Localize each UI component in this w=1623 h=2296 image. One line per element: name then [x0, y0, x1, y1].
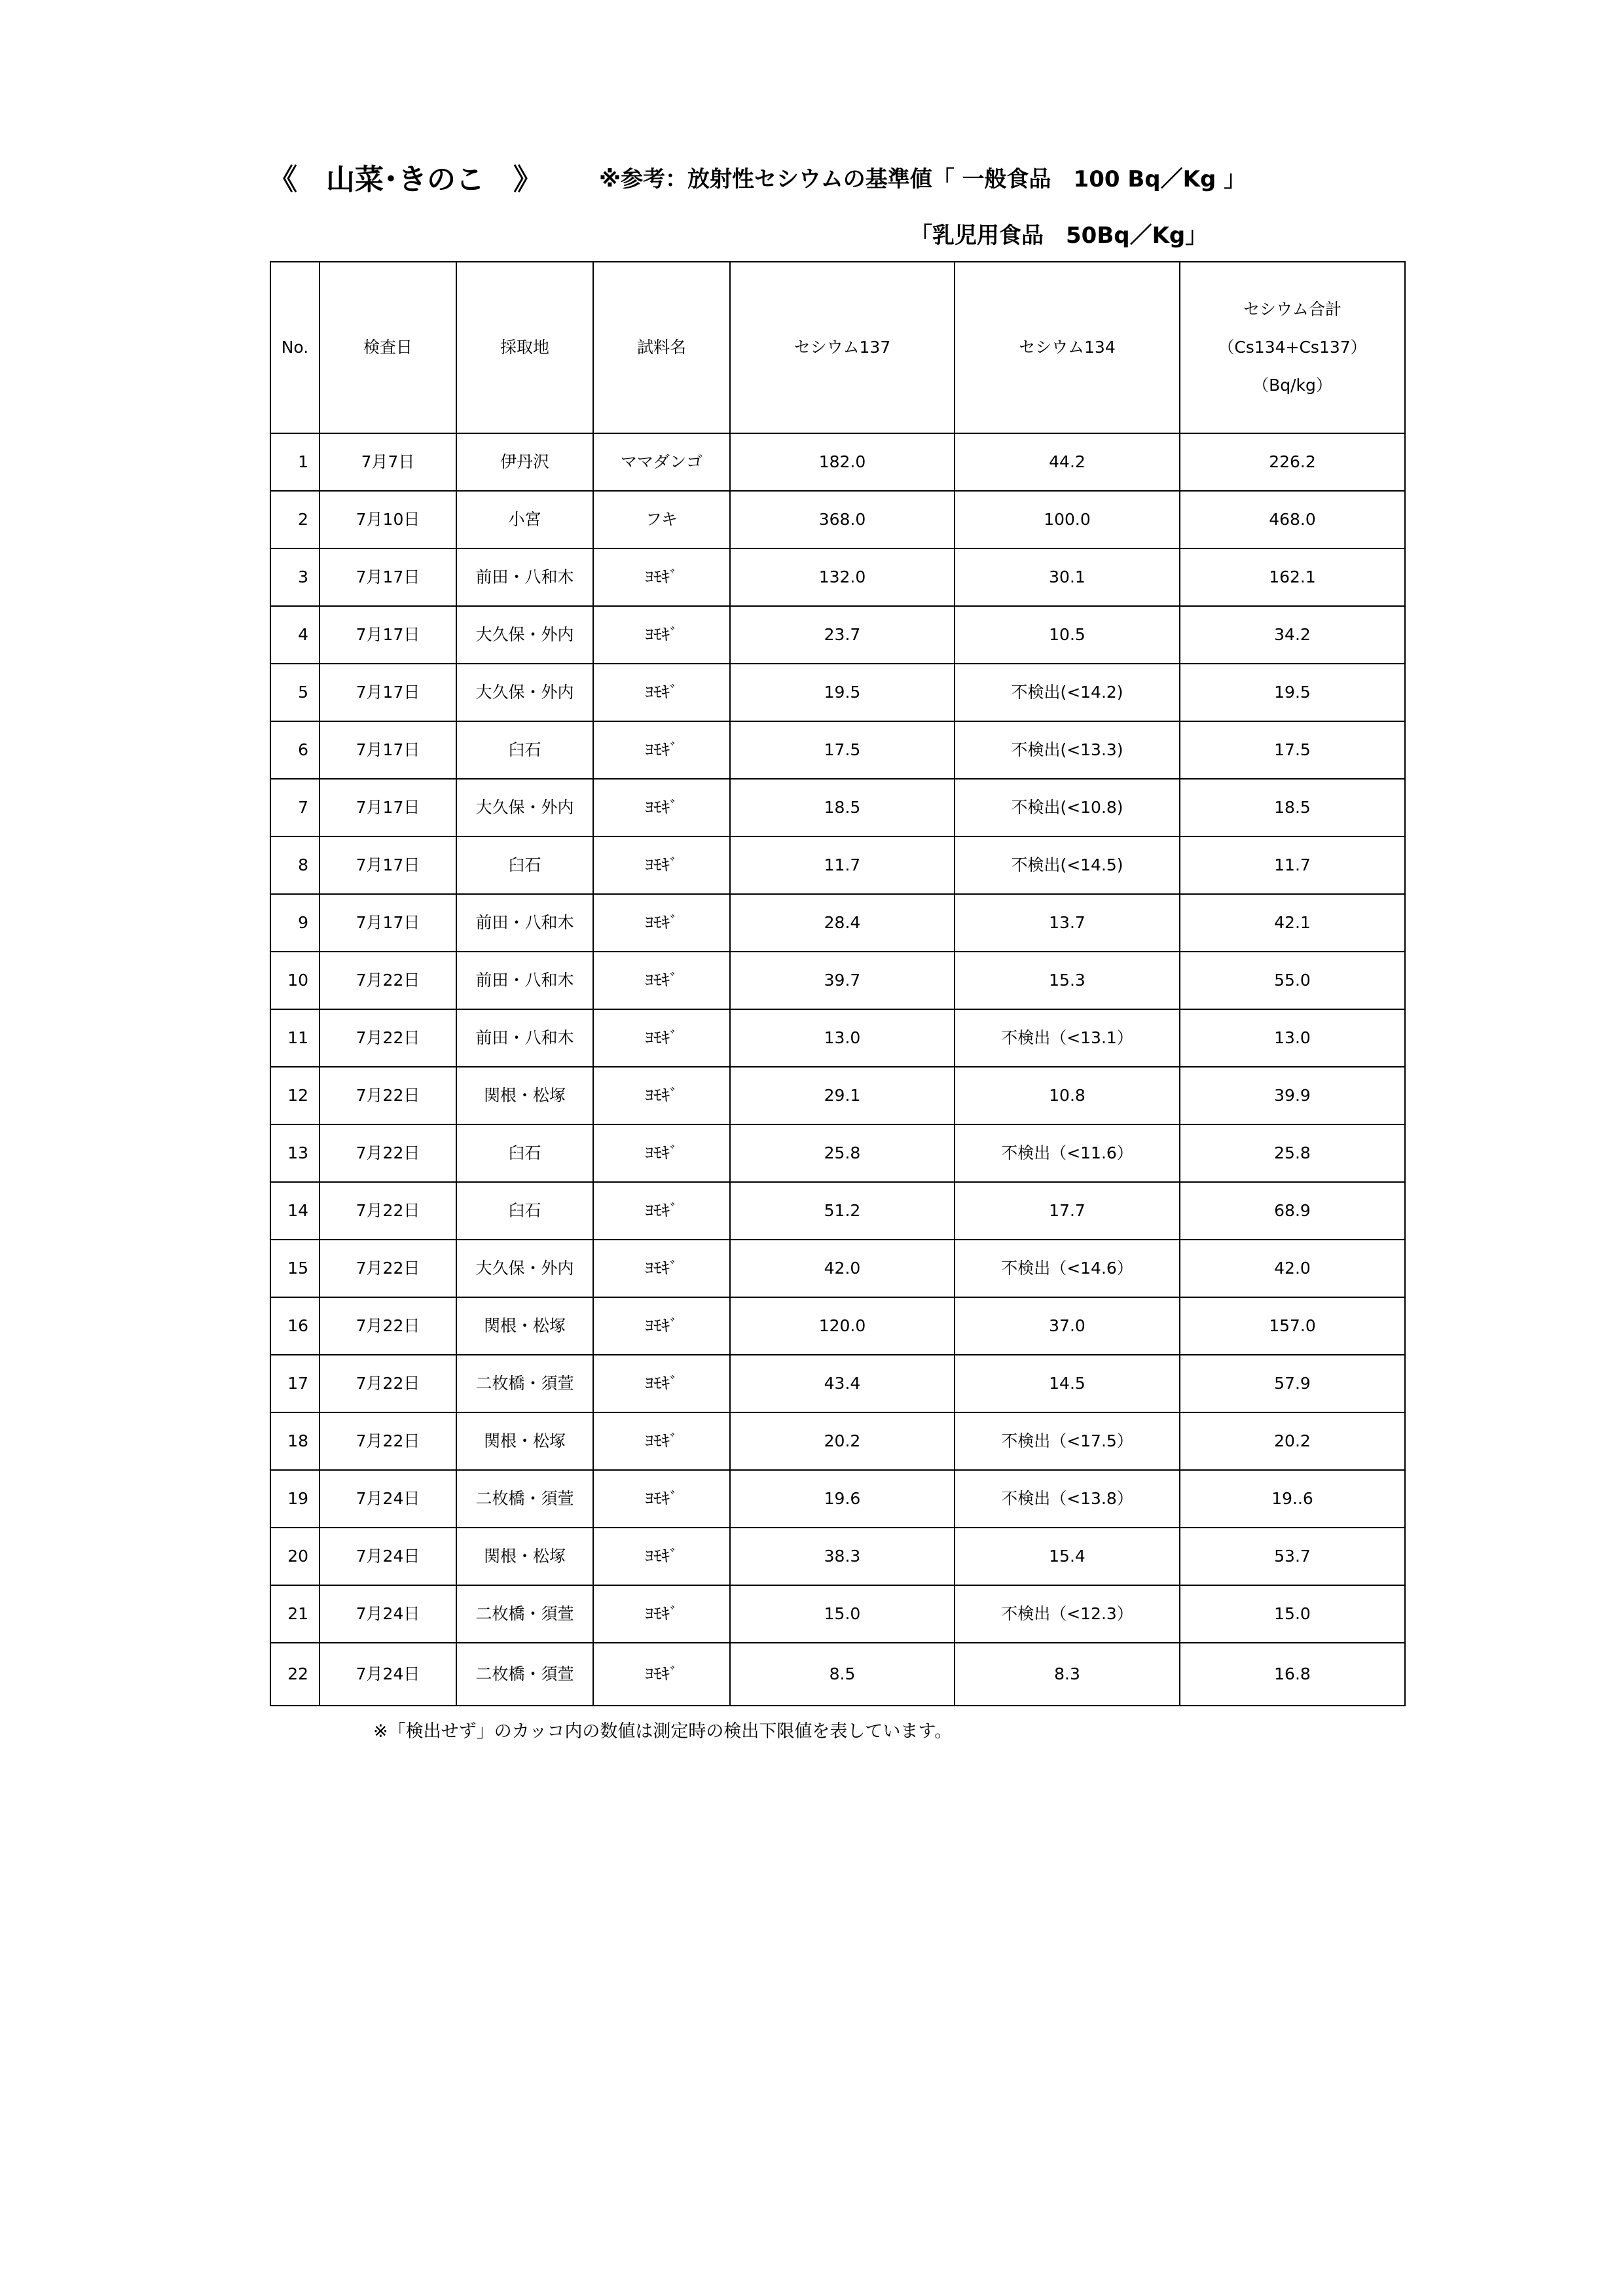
cell-location: 関根・松塚: [456, 1528, 593, 1585]
cell-cs134: 15.3: [955, 952, 1180, 1009]
cell-total: 53.7: [1180, 1528, 1405, 1585]
table-row: [270, 1528, 1405, 1585]
table-row: [270, 721, 1405, 779]
table-row: [270, 1585, 1405, 1643]
cell-total: 226.2: [1180, 433, 1405, 491]
cell-sample: ﾖﾓｷﾞ: [593, 1240, 730, 1297]
table-row: [270, 1297, 1405, 1355]
cell-location: 臼石: [456, 1182, 593, 1240]
table-body: [270, 433, 1405, 1706]
table-row: [270, 1182, 1405, 1240]
cell-date: 7月17日: [319, 664, 456, 721]
cell-total: 68.9: [1180, 1182, 1405, 1240]
cell-total: 18.5: [1180, 779, 1405, 836]
results-table: [270, 261, 1406, 1706]
reference-standard-general: ※参考：放射性セシウムの基準値「 一般食品 100 Bq／Kg 」: [599, 166, 1247, 192]
cell-cs134: 44.2: [955, 433, 1180, 491]
cell-total: 17.5: [1180, 721, 1405, 779]
table-row: [270, 433, 1405, 491]
cell-cs134: 15.4: [955, 1528, 1180, 1585]
cell-no: 12: [270, 1067, 319, 1124]
cell-cs134: 不検出（<13.8）: [955, 1470, 1180, 1528]
table-row: [270, 548, 1405, 606]
cell-cs134: 30.1: [955, 548, 1180, 606]
cell-sample: ﾖﾓｷﾞ: [593, 1470, 730, 1528]
cell-total: 25.8: [1180, 1124, 1405, 1182]
cell-no: 18: [270, 1412, 319, 1470]
cell-no: 17: [270, 1355, 319, 1412]
cell-sample: ﾖﾓｷﾞ: [593, 721, 730, 779]
cell-date: 7月22日: [319, 1355, 456, 1412]
table-row: [270, 836, 1405, 894]
cell-sample: ﾖﾓｷﾞ: [593, 836, 730, 894]
cell-cs137: 29.1: [730, 1067, 955, 1124]
cell-location: 前田・八和木: [456, 1009, 593, 1067]
cell-sample: ﾖﾓｷﾞ: [593, 1124, 730, 1182]
cell-date: 7月22日: [319, 1240, 456, 1297]
cell-location: 大久保・外内: [456, 606, 593, 664]
cell-date: 7月22日: [319, 1124, 456, 1182]
cell-no: 14: [270, 1182, 319, 1240]
cell-total: 16.8: [1180, 1643, 1405, 1706]
cell-sample: ﾖﾓｷﾞ: [593, 779, 730, 836]
reference-standard-infant: 「乳児用食品 50Bq／Kg」: [910, 223, 1208, 249]
cell-date: 7月10日: [319, 491, 456, 548]
cell-total: 57.9: [1180, 1355, 1405, 1412]
cell-cs137: 39.7: [730, 952, 955, 1009]
table-row: [270, 779, 1405, 836]
cell-cs134: 不検出(<14.5): [955, 836, 1180, 894]
cell-total: 42.1: [1180, 894, 1405, 952]
cell-date: 7月24日: [319, 1585, 456, 1643]
cell-no: 13: [270, 1124, 319, 1182]
cell-cs134: 13.7: [955, 894, 1180, 952]
header-total-line3: （Bq/kg）: [1252, 376, 1332, 395]
header-no: No.: [270, 262, 319, 433]
cell-sample: ﾖﾓｷﾞ: [593, 664, 730, 721]
cell-location: 関根・松塚: [456, 1067, 593, 1124]
cell-cs134: 不検出(<10.8): [955, 779, 1180, 836]
cell-location: 関根・松塚: [456, 1297, 593, 1355]
cell-cs134: 不検出（<17.5）: [955, 1412, 1180, 1470]
cell-cs137: 368.0: [730, 491, 955, 548]
header-location: 採取地: [456, 262, 593, 433]
cell-total: 162.1: [1180, 548, 1405, 606]
cell-cs137: 19.5: [730, 664, 955, 721]
cell-cs137: 120.0: [730, 1297, 955, 1355]
cell-no: 8: [270, 836, 319, 894]
cell-date: 7月17日: [319, 548, 456, 606]
cell-total: 20.2: [1180, 1412, 1405, 1470]
cell-cs134: 37.0: [955, 1297, 1180, 1355]
cell-location: 前田・八和木: [456, 548, 593, 606]
cell-location: 前田・八和木: [456, 894, 593, 952]
cell-date: 7月22日: [319, 1009, 456, 1067]
table-row: [270, 1240, 1405, 1297]
cell-date: 7月22日: [319, 1182, 456, 1240]
cell-sample: ﾖﾓｷﾞ: [593, 1182, 730, 1240]
cell-cs137: 38.3: [730, 1528, 955, 1585]
cell-location: 伊丹沢: [456, 433, 593, 491]
cell-no: 19: [270, 1470, 319, 1528]
table-header-row: [270, 262, 1405, 433]
cell-total: 468.0: [1180, 491, 1405, 548]
cell-date: 7月7日: [319, 433, 456, 491]
cell-total: 55.0: [1180, 952, 1405, 1009]
cell-date: 7月17日: [319, 894, 456, 952]
cell-no: 6: [270, 721, 319, 779]
cell-sample: ﾖﾓｷﾞ: [593, 1297, 730, 1355]
cell-cs137: 18.5: [730, 779, 955, 836]
cell-total: 11.7: [1180, 836, 1405, 894]
cell-cs137: 51.2: [730, 1182, 955, 1240]
cell-cs134: 不検出(<14.2): [955, 664, 1180, 721]
cell-no: 11: [270, 1009, 319, 1067]
cell-sample: フキ: [593, 491, 730, 548]
cell-cs137: 11.7: [730, 836, 955, 894]
header-total: [1180, 262, 1405, 433]
footnote: ※「検出せず」のカッコ内の数値は測定時の検出下限値を表しています。: [373, 1721, 953, 1742]
cell-cs134: 不検出（<11.6）: [955, 1124, 1180, 1182]
page-title: 《 山菜･きのこ 》: [268, 163, 542, 196]
cell-no: 21: [270, 1585, 319, 1643]
cell-total: 39.9: [1180, 1067, 1405, 1124]
cell-cs137: 17.5: [730, 721, 955, 779]
cell-cs137: 43.4: [730, 1355, 955, 1412]
cell-cs137: 23.7: [730, 606, 955, 664]
cell-no: 3: [270, 548, 319, 606]
cell-location: 小宮: [456, 491, 593, 548]
cell-location: 関根・松塚: [456, 1412, 593, 1470]
cell-sample: ﾖﾓｷﾞ: [593, 1412, 730, 1470]
cell-cs134: 不検出（<12.3）: [955, 1585, 1180, 1643]
cell-sample: ﾖﾓｷﾞ: [593, 548, 730, 606]
cell-cs134: 10.5: [955, 606, 1180, 664]
cell-date: 7月17日: [319, 721, 456, 779]
cell-location: 二枚橋・須萱: [456, 1470, 593, 1528]
cell-total: 15.0: [1180, 1585, 1405, 1643]
cell-sample: ﾖﾓｷﾞ: [593, 1528, 730, 1585]
cell-no: 9: [270, 894, 319, 952]
cell-no: 22: [270, 1643, 319, 1706]
cell-no: 1: [270, 433, 319, 491]
cell-cs134: 不検出(<13.3): [955, 721, 1180, 779]
cell-cs134: 100.0: [955, 491, 1180, 548]
table-row: [270, 1355, 1405, 1412]
cell-date: 7月24日: [319, 1643, 456, 1706]
cell-location: 前田・八和木: [456, 952, 593, 1009]
table-row: [270, 606, 1405, 664]
table-row: [270, 952, 1405, 1009]
cell-total: 19.5: [1180, 664, 1405, 721]
table-row: [270, 491, 1405, 548]
header-cs137: セシウム137: [730, 262, 955, 433]
cell-no: 4: [270, 606, 319, 664]
cell-no: 2: [270, 491, 319, 548]
cell-location: 二枚橋・須萱: [456, 1643, 593, 1706]
cell-sample: ﾖﾓｷﾞ: [593, 1067, 730, 1124]
cell-location: 二枚橋・須萱: [456, 1585, 593, 1643]
cell-sample: ﾖﾓｷﾞ: [593, 1643, 730, 1706]
table-row: [270, 1124, 1405, 1182]
cell-cs137: 132.0: [730, 548, 955, 606]
cell-no: 15: [270, 1240, 319, 1297]
cell-cs134: 不検出（<13.1）: [955, 1009, 1180, 1067]
cell-total: 34.2: [1180, 606, 1405, 664]
cell-sample: ﾖﾓｷﾞ: [593, 1355, 730, 1412]
cell-no: 16: [270, 1297, 319, 1355]
cell-no: 5: [270, 664, 319, 721]
header-total-line1: セシウム合計: [1243, 300, 1341, 319]
cell-total: 19..6: [1180, 1470, 1405, 1528]
cell-location: 大久保・外内: [456, 664, 593, 721]
table-row: [270, 1009, 1405, 1067]
cell-cs134: 17.7: [955, 1182, 1180, 1240]
cell-sample: ﾖﾓｷﾞ: [593, 606, 730, 664]
cell-location: 臼石: [456, 1124, 593, 1182]
table-row: [270, 894, 1405, 952]
table-row: [270, 1470, 1405, 1528]
header-total-line2: （Cs134+Cs137）: [1218, 338, 1367, 357]
table-row: [270, 664, 1405, 721]
cell-cs137: 182.0: [730, 433, 955, 491]
cell-date: 7月17日: [319, 606, 456, 664]
cell-cs137: 8.5: [730, 1643, 955, 1706]
cell-total: 157.0: [1180, 1297, 1405, 1355]
cell-sample: ﾖﾓｷﾞ: [593, 894, 730, 952]
cell-location: 臼石: [456, 836, 593, 894]
cell-no: 20: [270, 1528, 319, 1585]
cell-location: 大久保・外内: [456, 1240, 593, 1297]
cell-cs134: 不検出（<14.6）: [955, 1240, 1180, 1297]
cell-sample: ﾖﾓｷﾞ: [593, 952, 730, 1009]
cell-sample: ﾖﾓｷﾞ: [593, 1009, 730, 1067]
cell-cs134: 10.8: [955, 1067, 1180, 1124]
cell-sample: ママダンゴ: [593, 433, 730, 491]
cell-cs137: 19.6: [730, 1470, 955, 1528]
cell-cs137: 20.2: [730, 1412, 955, 1470]
cell-no: 10: [270, 952, 319, 1009]
cell-cs137: 28.4: [730, 894, 955, 952]
cell-date: 7月24日: [319, 1470, 456, 1528]
header-sample: 試料名: [593, 262, 730, 433]
cell-cs134: 8.3: [955, 1643, 1180, 1706]
cell-sample: ﾖﾓｷﾞ: [593, 1585, 730, 1643]
cell-location: 大久保・外内: [456, 779, 593, 836]
cell-date: 7月22日: [319, 1297, 456, 1355]
table-row: [270, 1412, 1405, 1470]
cell-date: 7月22日: [319, 1067, 456, 1124]
cell-date: 7月17日: [319, 779, 456, 836]
cell-date: 7月22日: [319, 952, 456, 1009]
cell-total: 42.0: [1180, 1240, 1405, 1297]
cell-location: 臼石: [456, 721, 593, 779]
cell-cs137: 15.0: [730, 1585, 955, 1643]
cell-date: 7月24日: [319, 1528, 456, 1585]
cell-cs137: 42.0: [730, 1240, 955, 1297]
cell-cs134: 14.5: [955, 1355, 1180, 1412]
cell-location: 二枚橋・須萱: [456, 1355, 593, 1412]
header-cs134: セシウム134: [955, 262, 1180, 433]
cell-date: 7月22日: [319, 1412, 456, 1470]
header-date: 検査日: [319, 262, 456, 433]
table-row: [270, 1067, 1405, 1124]
cell-total: 13.0: [1180, 1009, 1405, 1067]
cell-cs137: 25.8: [730, 1124, 955, 1182]
cell-date: 7月17日: [319, 836, 456, 894]
table-row: [270, 1643, 1405, 1706]
cell-cs137: 13.0: [730, 1009, 955, 1067]
cell-no: 7: [270, 779, 319, 836]
